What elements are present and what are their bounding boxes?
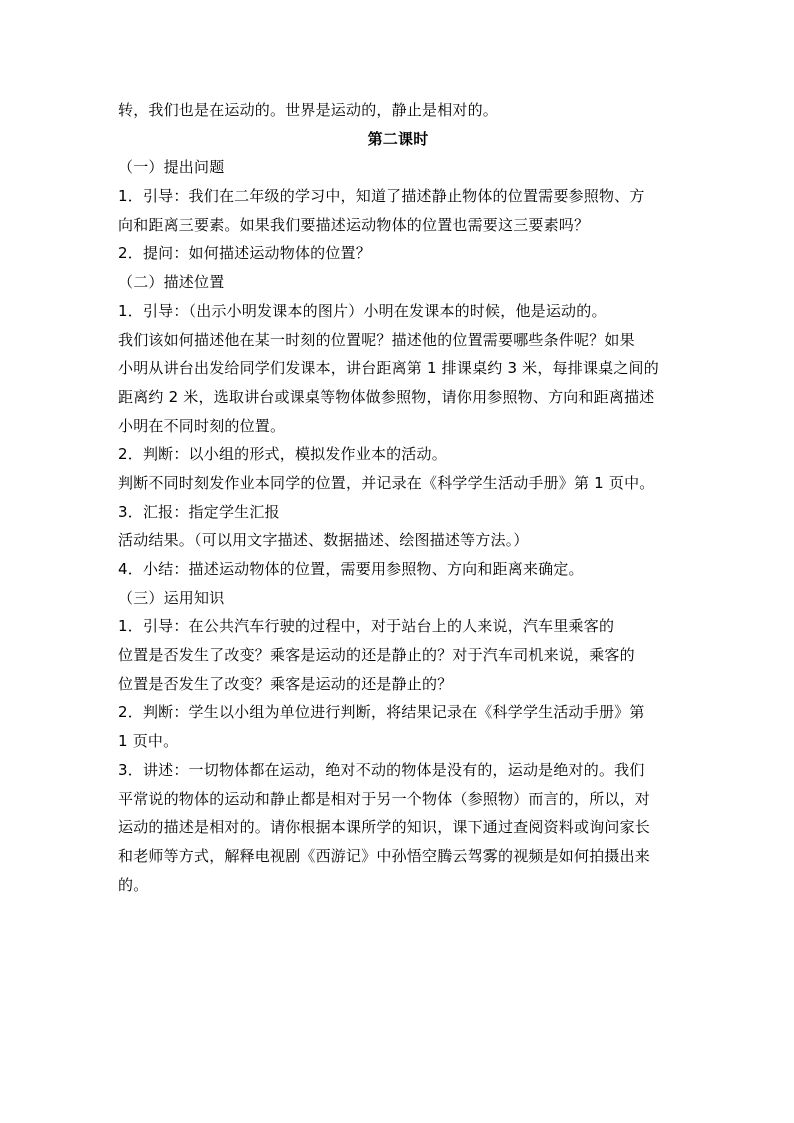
paragraph-line: 1 页中。 — [118, 732, 179, 751]
paragraph-line: 的。 — [118, 875, 149, 894]
paragraph-line: 判断不同时刻发作业本同学的位置，并记录在《科学学生活动手册》第 1 页中。 — [118, 473, 655, 492]
paragraph-line: 位置是否发生了改变？乘客是运动的还是静止的？ — [118, 674, 453, 693]
paragraph-line: 1．引导：（出示小明发课本的图片）小明在发课本的时候，他是运动的。 — [118, 301, 607, 320]
paragraph-line: 2．判断：以小组的形式，模拟发作业本的活动。 — [118, 445, 447, 464]
paragraph-line: 1．引导：我们在二年级的学习中，知道了描述静止物体的位置需要参照物、方 — [118, 187, 645, 206]
paragraph-line: 2．判断：学生以小组为单位进行判断，将结果记录在《科学学生活动手册》第 — [118, 703, 645, 722]
paragraph-line: 1．引导：在公共汽车行驶的过程中，对于站台上的人来说，汽车里乘客的 — [118, 617, 615, 636]
paragraph-line: 运动的描述是相对的。请你根据本课所学的知识，课下通过查阅资料或询问家长 — [118, 818, 651, 837]
lesson-title: 第二课时 — [367, 129, 429, 148]
paragraph-line: 小明在不同时刻的位置。 — [118, 416, 286, 435]
paragraph-line: 2．提问：如何描述运动物体的位置？ — [118, 244, 371, 263]
section-heading: （一）提出问题 — [118, 158, 225, 177]
document-body — [118, 96, 678, 899]
paragraph-line: 3．汇报：指定学生汇报 — [118, 502, 280, 521]
paragraph-line: 平常说的物体的运动和静止都是相对于另一个物体（参照物）而言的，所以，对 — [118, 789, 651, 808]
paragraph-line: 3．讲述：一切物体都在运动，绝对不动的物体是没有的，运动是绝对的。我们 — [118, 760, 645, 779]
continuation-text: 转，我们也是在运动的。世界是运动的，静止是相对的。 — [118, 101, 499, 119]
paragraph-line: 向和距离三要素。如果我们要描述运动物体的位置也需要这三要素吗？ — [118, 215, 590, 234]
section-heading: （二）描述位置 — [118, 273, 225, 292]
paragraph-line: 小明从讲台出发给同学们发课本，讲台距离第 1 排课桌约 3 米，每排课桌之间的 — [118, 359, 659, 378]
section-heading: （三）运用知识 — [118, 588, 225, 607]
paragraph-line: 位置是否发生了改变？乘客是运动的还是静止的？对于汽车司机来说，乘客的 — [118, 646, 635, 665]
paragraph-line: 和老师等方式，解释电视剧《西游记》中孙悟空腾云驾雾的视频是如何拍摄出来 — [118, 846, 651, 865]
paragraph-line: 我们该如何描述他在某一时刻的位置呢？描述他的位置需要哪些条件呢？如果 — [118, 330, 635, 349]
paragraph-line: 4．小结：描述运动物体的位置，需要用参照物、方向和距离来确定。 — [118, 560, 584, 578]
paragraph-line: 活动结果。（可以用文字描述、数据描述、绘图描述等方法。） — [118, 531, 529, 550]
paragraph-line: 距离约 2 米，选取讲台或课桌等物体做参照物，请你用参照物、方向和距离描述 — [118, 387, 655, 406]
